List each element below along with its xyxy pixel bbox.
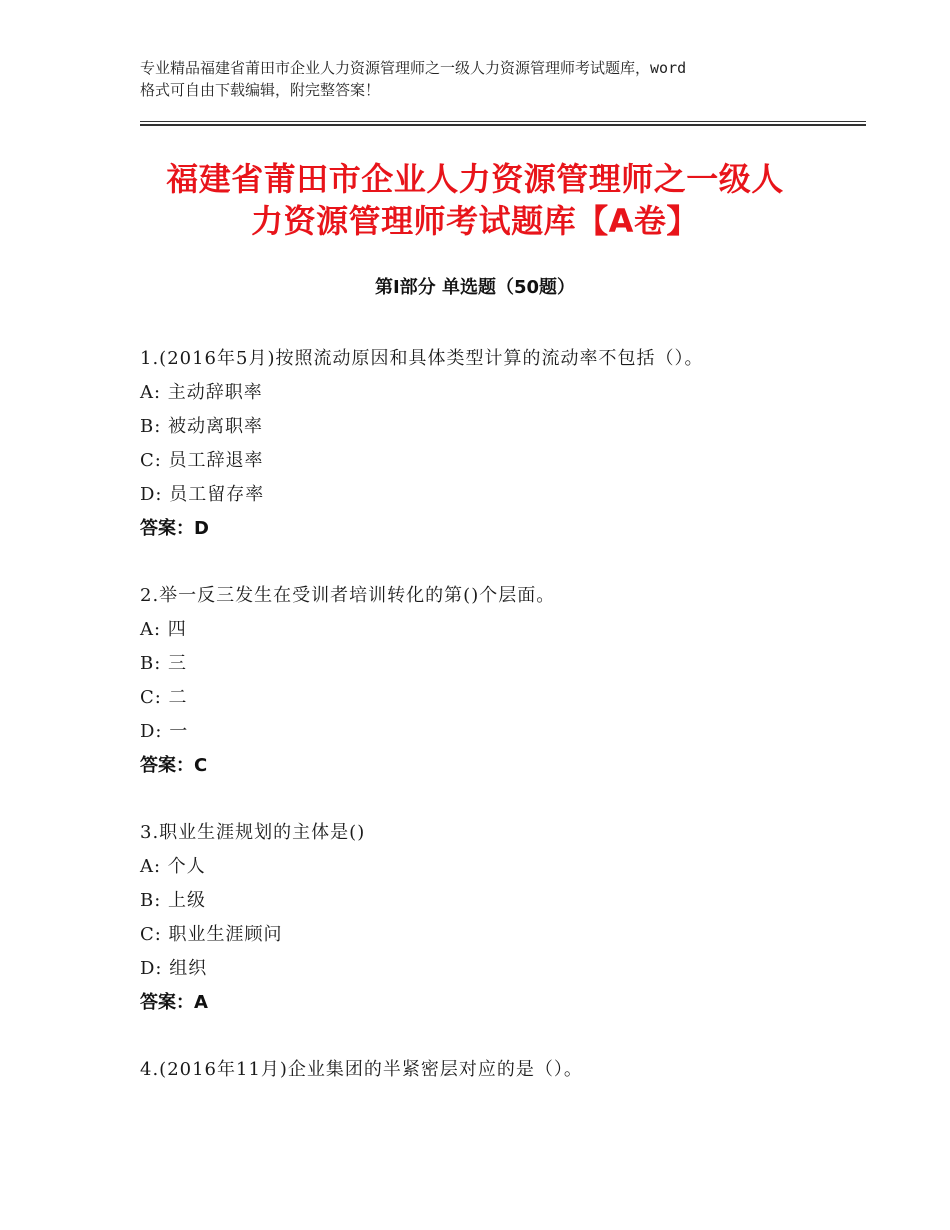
question-stem: 2.举一反三发生在受训者培训转化的第()个层面。 [140, 585, 556, 606]
option-b: B: 上级 [140, 890, 207, 911]
document-title-line-2: 力资源管理师考试题库【A卷】 [251, 202, 699, 240]
option-c: C: 员工辞退率 [140, 450, 264, 471]
question-4 [140, 1053, 860, 1087]
section-heading: 第Ⅰ部分 单选题（50题） [374, 277, 575, 298]
question-3 [140, 816, 860, 1020]
question-2 [140, 579, 860, 783]
document-title [100, 158, 850, 242]
answer: 答案：D [140, 518, 209, 539]
answer: 答案：C [140, 755, 208, 776]
option-b: B: 被动离职率 [140, 416, 264, 437]
header-note-line-2: 格式可自由下载编辑，附完整答案！ [140, 81, 381, 99]
option-c: C: 职业生涯顾问 [140, 924, 283, 945]
question-stem: 1.(2016年5月)按照流动原因和具体类型计算的流动率不包括（）。 [140, 348, 704, 369]
option-d: D: 员工留存率 [140, 484, 265, 505]
option-a: A: 四 [140, 619, 187, 640]
document-title-line-1: 福建省莆田市企业人力资源管理师之一级人 [166, 160, 784, 198]
option-b: B: 三 [140, 653, 188, 674]
question-stem: 4.(2016年11月)企业集团的半紧密层对应的是（）。 [140, 1059, 583, 1080]
answer: 答案：A [140, 992, 208, 1013]
option-d: D: 一 [140, 721, 189, 742]
header-note-line-1: 专业精品福建省莆田市企业人力资源管理师之一级人力资源管理师考试题库，word [140, 59, 687, 77]
option-a: A: 个人 [140, 856, 206, 877]
header-divider-thin [140, 121, 866, 122]
option-a: A: 主动辞职率 [140, 382, 263, 403]
option-d: D: 组织 [140, 958, 208, 979]
header-divider-thick [140, 124, 866, 126]
document-header-note [140, 57, 840, 101]
question-1 [140, 342, 860, 546]
option-c: C: 二 [140, 687, 188, 708]
question-list [140, 342, 860, 1120]
question-stem: 3.职业生涯规划的主体是() [140, 822, 366, 843]
